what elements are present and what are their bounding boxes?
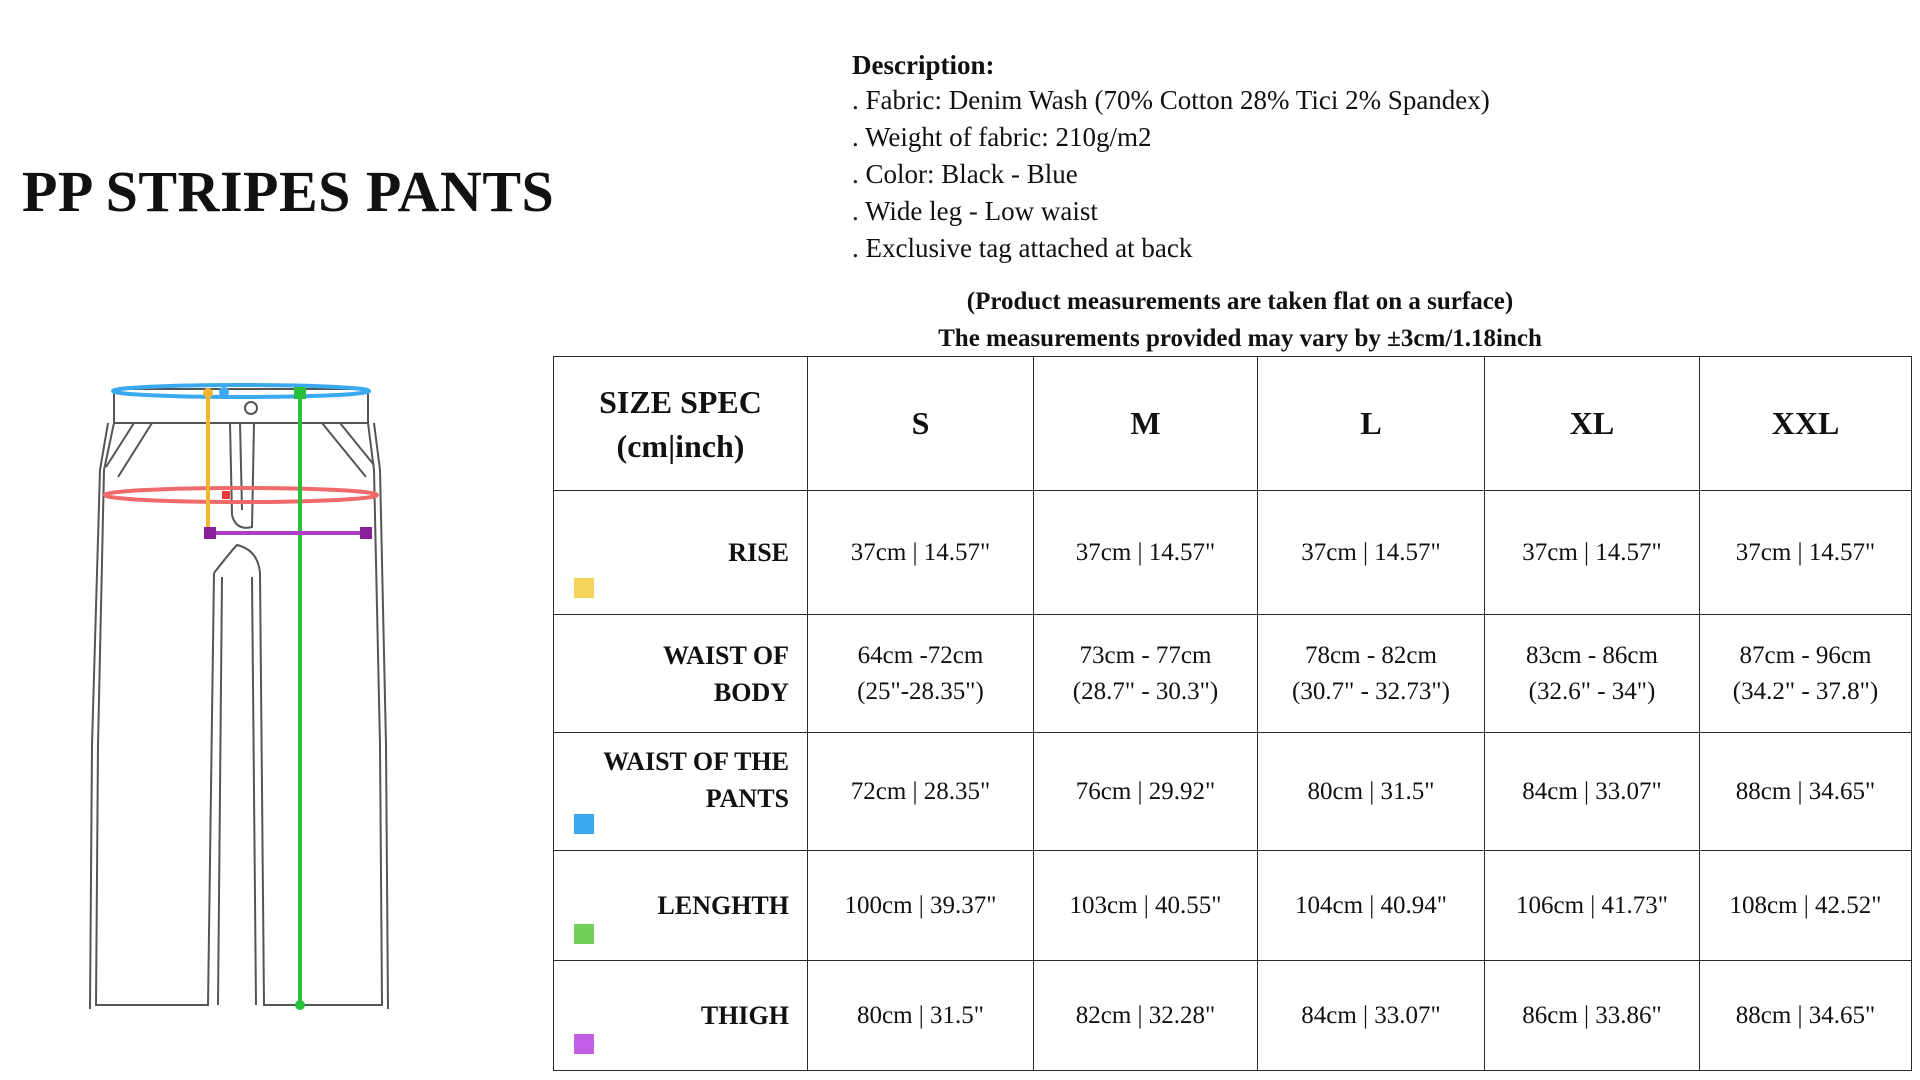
row-label-cell-rise [554, 491, 808, 615]
length-value-l: 104cm | 40.94" [1258, 851, 1485, 961]
waist-of-pants-value-s: 72cm | 28.35" [808, 733, 1034, 851]
size-spec-header-line2: (cm|inch) [616, 427, 745, 464]
size-spec-table [553, 356, 1912, 1071]
waist-of-body-inch-s: (25"-28.35") [857, 677, 984, 705]
waist-of-body-inch-l: (30.7" - 32.73") [1292, 677, 1450, 705]
rise-value-xxl: 37cm | 14.57" [1700, 491, 1912, 615]
waist-of-body-value-m [1034, 615, 1258, 733]
rise-value-l: 37cm | 14.57" [1258, 491, 1485, 615]
waist-of-body-value-xxl [1700, 615, 1912, 733]
thigh-value-xxl: 88cm | 34.65" [1700, 961, 1912, 1071]
table-row-length [554, 851, 1912, 961]
waist-of-body-inch-xl: (32.6" - 34") [1528, 677, 1656, 705]
rise-value-m: 37cm | 14.57" [1034, 491, 1258, 615]
waist-of-body-cm-l: 78cm - 82cm [1305, 641, 1437, 669]
pants-outline [90, 389, 388, 1009]
table-row-waist-of-the-pants [554, 733, 1912, 851]
length-value-xxl: 108cm | 42.52" [1700, 851, 1912, 961]
waist-of-body-cm-s: 64cm -72cm [857, 641, 984, 669]
row-label-cell-thigh [554, 961, 808, 1071]
waist-of-body-value-xl [1485, 615, 1700, 733]
waist-of-body-cm-m: 73cm - 77cm [1079, 641, 1212, 669]
row-label-thigh: THIGH [700, 1001, 789, 1030]
row-label-cell-waist-of-the-pants [554, 733, 808, 851]
description-item-color: . Color: Black - Blue [852, 159, 1078, 189]
rise-value-xl: 37cm | 14.57" [1485, 491, 1700, 615]
size-header-xl: XL [1485, 357, 1700, 491]
waist-of-pants-value-xl: 84cm | 33.07" [1485, 733, 1700, 851]
size-header-xxl: XXL [1700, 357, 1912, 491]
size-spec-header-line1: SIZE SPEC [599, 383, 762, 420]
size-header-l: L [1258, 357, 1485, 491]
table-header-row [554, 357, 1912, 491]
thigh-value-s: 80cm | 31.5" [808, 961, 1034, 1071]
waist-of-pants-value-m: 76cm | 29.92" [1034, 733, 1258, 851]
waist-of-pants-value-xxl: 88cm | 34.65" [1700, 733, 1912, 851]
length-color-swatch [574, 924, 594, 944]
length-value-m: 103cm | 40.55" [1034, 851, 1258, 961]
waist-of-body-cm-xl: 83cm - 86cm [1526, 641, 1658, 669]
waist-of-pants-color-swatch [574, 814, 594, 834]
row-label-cell-length [554, 851, 808, 961]
measurement-note-variance: The measurements provided may vary by ±3cm/1.18inch [938, 325, 1542, 352]
row-label-rise: RISE [728, 538, 789, 567]
thigh-value-m: 82cm | 32.28" [1034, 961, 1258, 1071]
table-row-waist-of-body [554, 615, 1912, 733]
table-row-rise [554, 491, 1912, 615]
waist-of-body-value-l [1258, 615, 1485, 733]
rise-value-s: 37cm | 14.57" [808, 491, 1034, 615]
measurement-notes [860, 283, 1620, 357]
description-item-tag: . Exclusive tag attached at back [852, 233, 1193, 263]
length-value-xl: 106cm | 41.73" [1485, 851, 1700, 961]
measurement-note-flat: (Product measurements are taken flat on a surface) [966, 288, 1514, 315]
row-label-waist-of-body [663, 637, 789, 711]
size-spec-header [554, 357, 808, 491]
thigh-color-swatch [574, 1034, 594, 1054]
size-header-s: S [808, 357, 1034, 491]
row-label-waist-of-body-line1: WAIST OF [663, 640, 789, 670]
description-item-fit: . Wide leg - Low waist [852, 196, 1098, 226]
product-title: PP STRIPES PANTS [22, 159, 555, 224]
rise-color-swatch [574, 578, 594, 598]
length-value-s: 100cm | 39.37" [808, 851, 1034, 961]
pants-measurement-diagram [22, 345, 542, 1055]
waist-of-body-inch-m: (28.7" - 30.3") [1072, 677, 1219, 705]
row-label-cell-waist-of-body [554, 615, 808, 733]
waist-of-body-value-s [808, 615, 1034, 733]
description-block [852, 48, 1612, 267]
waist-of-body-cm-xxl: 87cm - 96cm [1739, 641, 1872, 669]
row-label-waist-of-body-line2: BODY [713, 677, 789, 707]
waist-of-pants-value-l: 80cm | 31.5" [1258, 733, 1485, 851]
row-label-waist-of-the-pants-line2: PANTS [705, 783, 789, 813]
waist-of-body-inch-xxl: (34.2" - 37.8") [1732, 677, 1879, 705]
description-item-fabric: . Fabric: Denim Wash (70% Cotton 28% Tici 2% Spandex) [852, 85, 1490, 115]
description-heading: Description: [852, 50, 995, 80]
row-label-waist-of-the-pants-line1: WAIST OF THE [603, 746, 789, 776]
waist-of-pants-marker [113, 385, 369, 397]
thigh-value-l: 84cm | 33.07" [1258, 961, 1485, 1071]
description-item-weight: . Weight of fabric: 210g/m2 [852, 122, 1152, 152]
size-header-m: M [1034, 357, 1258, 491]
thigh-value-xl: 86cm | 33.86" [1485, 961, 1700, 1071]
row-label-waist-of-the-pants [603, 743, 789, 817]
row-label-length: LENGHTH [657, 891, 789, 920]
table-row-thigh [554, 961, 1912, 1071]
